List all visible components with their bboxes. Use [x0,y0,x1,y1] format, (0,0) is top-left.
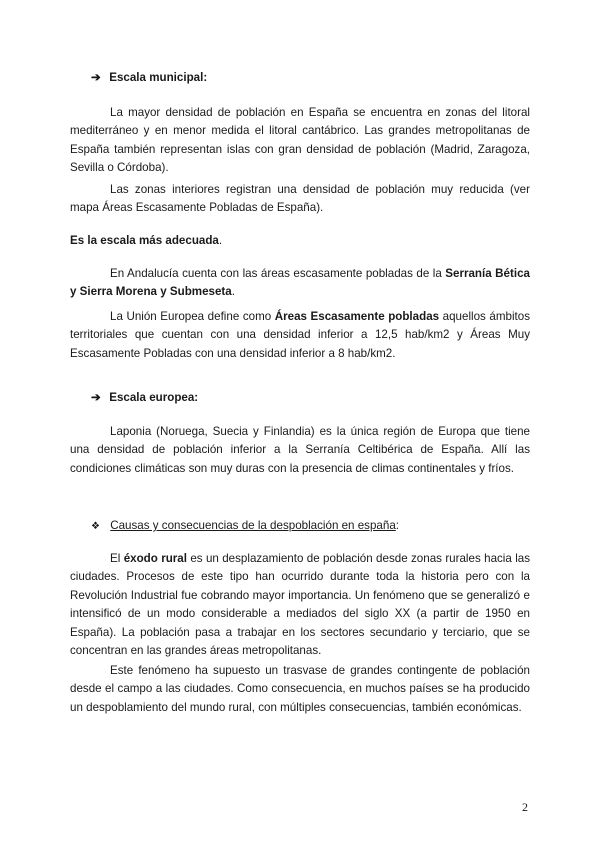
heading-causas-consecuencias: ❖ Causas y consecuencias de la despoblación en españa: [91,517,399,536]
heading-escala-municipal: ➔ Escala municipal: [91,69,207,87]
paragraph-trasvase: Este fenómeno ha supuesto un trasvase de grandes contingente de población desde el campo a las ciudades. Como consecuencia, en muchos países se ha producido un despoblamiento del mundo rural, con múltiples consecuencias, también económicas. [70,664,530,714]
paragraph-andalucia: En Andalucía cuenta con las áreas escasamente pobladas de la Serranía Bética y Sierra Morena y Submeseta. [70,267,530,299]
paragraph-zonas-interiores: Las zonas interiores registran una densidad de población muy reducida (ver mapa Áreas Escasamente Pobladas de España). [70,183,530,215]
paragraph-densidad-litoral: La mayor densidad de población en España se encuentra en zonas del litoral mediterráneo y en menor medida el litoral cantábrico. Las grandes metropolitanas de España también representan islas con gran densidad de población (Madrid, Zaragoza, Sevilla o Córdoba). [70,106,530,175]
arrow-right-icon: ➔ [91,71,101,84]
paragraph-laponia: Laponia (Noruega, Suecia y Finlandia) es la única región de Europa que tiene una densidad de población inferior a la Serranía Celtibérica de España. Allí las condiciones climáticas son muy duras con la presencia de climas continentales y fríos. [70,425,530,475]
paragraph-exodo-rural: El éxodo rural es un desplazamiento de población desde zonas rurales hacia las ciudades. Procesos de este tipo han ocurrido durante toda la historia pero con la Revolución Industrial fue cobrando mayor importancia. Un fenómeno que se generalizó e intensificó de un modo considerable a mediados del siglo XX (a partir de 1950 en España). La población pasa a trabajar en los sectores secundario y terciario, que se concentran en las grandes áreas metropolitanas. [70,552,531,658]
heading-escala-europea: ➔ Escala europea: [91,389,198,407]
page-number: 2 [522,800,528,814]
paragraph-escala-adecuada: Es la escala más adecuada. [70,234,223,247]
arrow-right-icon: ➔ [91,391,101,404]
diamond-bullet-icon: ❖ [91,521,100,532]
paragraph-union-europea: La Unión Europea define como Áreas Escasamente pobladas aquellos ámbitos territoriales que cuentan con una densidad inferior a 12,5 hab/km2 y Áreas Muy Escasamente Pobladas con una densidad inferior a 8 hab/km2. [70,310,530,360]
